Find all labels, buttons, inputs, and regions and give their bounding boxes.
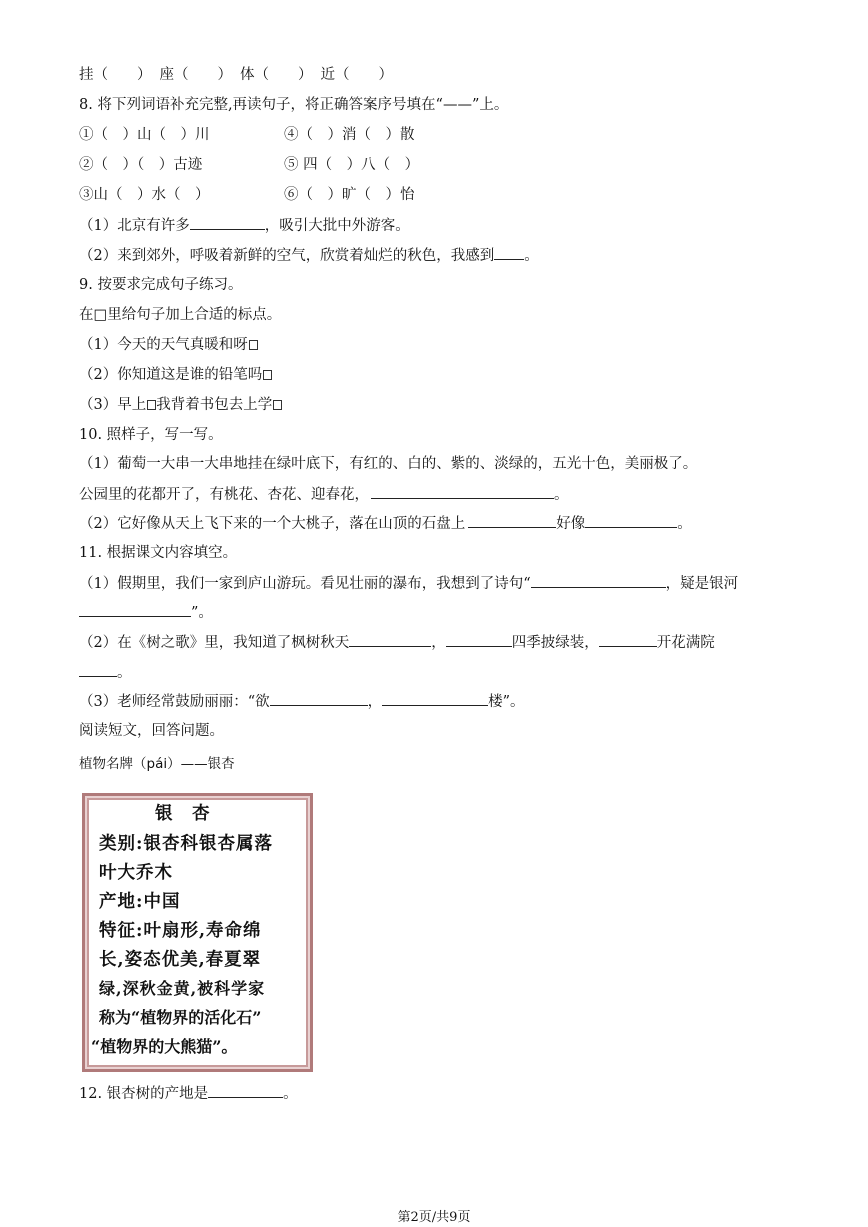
plaque-title: 银 杏 [155, 804, 211, 824]
q8-s1-tail: ，吸引大批中外游客。 [264, 218, 410, 234]
q9-s2-box[interactable] [263, 370, 272, 380]
q11-s2-blank-1[interactable] [349, 632, 431, 647]
q11-s1-blank-1[interactable] [531, 573, 666, 588]
q8-s2-blank[interactable] [494, 245, 524, 260]
q9-s3-box-2[interactable] [273, 400, 282, 410]
word-jin: 近（ ） [320, 67, 393, 83]
q11-s1-mid: ，疑是银河 [665, 576, 739, 592]
q9-s3-text-a: （3）早上 [79, 397, 147, 413]
plaque-line-8: “植物界的大熊猫”。 [91, 1037, 238, 1056]
q10-title: 10. 照样子，写一写。 [79, 427, 223, 443]
q11-s3 [79, 691, 525, 712]
plaque-line-2: 叶大乔木 [99, 863, 173, 883]
plaque-line-5: 长,姿态优美,春夏翠 [99, 950, 262, 970]
q10-line-3 [79, 513, 692, 534]
page-footer: 第2页/共9页 [397, 1210, 471, 1225]
q10-l2-tail: 。 [554, 487, 569, 503]
q8-s2-tail: 。 [524, 248, 539, 264]
q9-s1-box[interactable] [249, 340, 258, 350]
q11-s2-comma: ， [431, 635, 446, 651]
q11-title: 11. 根据课文内容填空。 [79, 545, 238, 561]
plaque-line-4: 特征:叶扇形,寿命绵 [99, 921, 262, 941]
q11-s2-mid2: 开花满院 [656, 635, 715, 651]
q10-example: （1）葡萄一大串一大串地挂在绿叶底下，有红的、白的、紫的、淡绿的，五光十色，美丽极了。 [79, 456, 698, 472]
q8-option-1: ①（ ）山（ ）川 [79, 127, 210, 143]
word-zuo: 座（ ） [159, 67, 232, 83]
q11-s1-line-1 [79, 573, 738, 594]
q8-option-4: ④（ ）消（ ）散 [284, 127, 415, 143]
q9-instruction: 在□里给句子加上合适的标点。 [79, 307, 282, 323]
q10-l2-text: 公园里的花都开了，有桃花、杏花、迎春花， [79, 487, 369, 503]
q11-s2-mid: 四季披绿装， [511, 635, 599, 651]
q8-title: 8. 将下列词语补充完整,再读句子，将正确答案序号填在“——”上。 [79, 97, 509, 113]
q8-s2-text: （2）来到郊外，呼吸着新鲜的空气，欣赏着灿烂的秋色，我感到 [79, 248, 495, 264]
q11-s1-blank-2[interactable] [79, 602, 191, 617]
q9-title: 9. 按要求完成句子练习。 [79, 277, 243, 293]
q10-l3-text: （2）它好像从天上飞下来的一个大桃子，落在山顶的石盘上 [79, 516, 466, 532]
q11-s2-line-1 [79, 632, 715, 653]
q11-s1-tail: ”。 [191, 605, 213, 621]
plaque-line-6: 绿,深秋金黄,被科学家 [99, 979, 266, 998]
q11-s2-tail: 。 [117, 665, 132, 681]
q8-s1-text: （1）北京有许多 [79, 218, 190, 234]
q10-l3-blank-1[interactable] [468, 513, 556, 528]
q8-option-2: ②（ ）（ ）古迹 [79, 157, 203, 173]
q11-s1-line-2 [79, 602, 213, 623]
word-gua: 挂（ ） [79, 67, 152, 83]
reading-instruction: 阅读短文，回答问题。 [79, 723, 224, 739]
q10-line-2 [79, 484, 569, 505]
q12 [79, 1083, 298, 1104]
q8-option-6: ⑥（ ）旷（ ）怡 [284, 187, 415, 203]
q8-option-5: ⑤ 四（ ）八（ ） [284, 157, 420, 173]
q9-s1-text: （1）今天的天气真暖和呀 [79, 337, 248, 353]
plaque-line-3: 产地:中国 [99, 892, 181, 912]
q11-s3-comma: ， [367, 694, 383, 710]
q11-s2-line-2 [79, 662, 132, 683]
q8-sentence-1 [79, 215, 410, 236]
q9-sentence-3 [79, 395, 282, 415]
q9-s3-box-1[interactable] [147, 400, 156, 410]
q11-s2-blank-2[interactable] [446, 632, 512, 647]
plaque-line-7: 称为“植物界的活化石” [99, 1008, 262, 1027]
q9-sentence-2 [79, 365, 272, 385]
top-word-line [79, 65, 393, 85]
q9-s2-text: （2）你知道这是谁的铅笔吗 [79, 367, 263, 383]
q11-s2-text: （2）在《树之歌》里，我知道了枫树秋天 [79, 635, 350, 651]
q11-s1-text: （1）假期里，我们一家到庐山游玩。看见壮丽的瀑布，我想到了诗句“ [79, 576, 531, 592]
q8-s1-blank[interactable] [190, 215, 265, 230]
q11-s2-blank-3[interactable] [599, 632, 657, 647]
q11-s2-blank-4[interactable] [79, 662, 117, 677]
q11-s3-tail: 楼”。 [488, 694, 525, 710]
q10-l3-blank-2[interactable] [585, 513, 677, 528]
q11-s3-blank-1[interactable] [270, 691, 368, 706]
word-ti: 体（ ） [240, 67, 313, 83]
q11-s3-text: （3）老师经常鼓励丽丽：“欲 [79, 694, 270, 710]
q9-s3-text-b: 我背着书包去上学 [156, 397, 273, 413]
q10-l2-blank[interactable] [371, 484, 554, 499]
q10-l3-mid: 好像 [556, 516, 586, 532]
q10-l3-tail: 。 [677, 516, 692, 532]
ginkgo-plaque-image [82, 793, 313, 1072]
q9-sentence-1 [79, 335, 258, 355]
q12-text: 12. 银杏树的产地是 [79, 1086, 209, 1102]
q11-s3-blank-2[interactable] [382, 691, 488, 706]
q8-option-3: ③山（ ）水（ ） [79, 187, 210, 203]
q8-sentence-2 [79, 245, 539, 266]
plaque-line-1: 类别:银杏科银杏属落 [99, 834, 273, 854]
q12-blank[interactable] [208, 1083, 283, 1098]
q12-tail: 。 [283, 1086, 298, 1102]
reading-subtitle: 植物名牌（pái）——银杏 [79, 756, 235, 772]
